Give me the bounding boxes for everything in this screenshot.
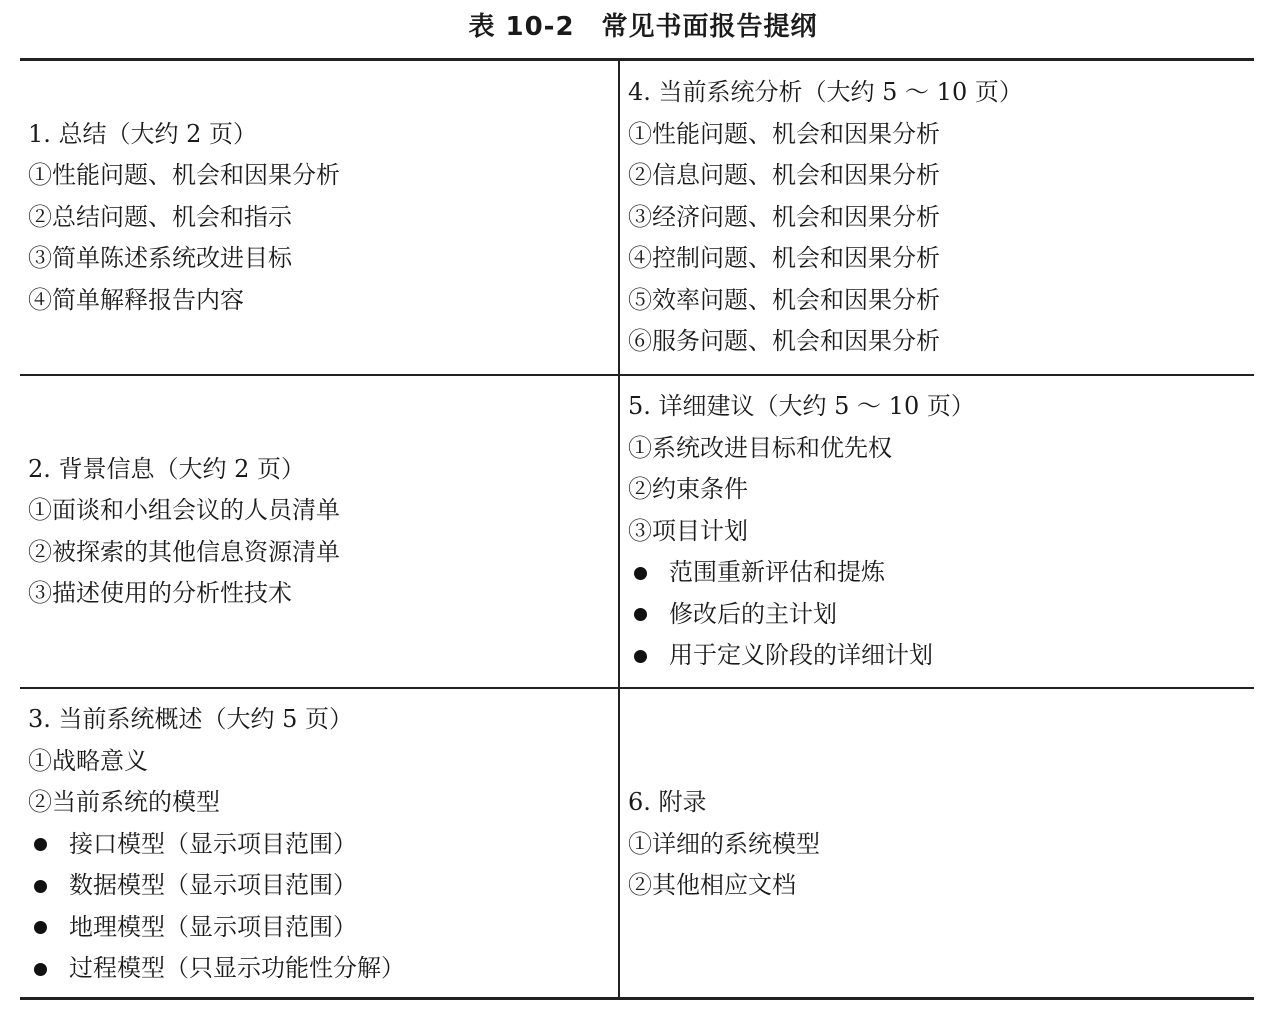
bullet-item [28, 948, 618, 990]
list-item: ④控制问题、机会和因果分析 [628, 244, 940, 273]
list-item: ①性能问题、机会和因果分析 [628, 119, 940, 148]
list-item: ②信息问题、机会和因果分析 [628, 161, 940, 190]
section-current-system-overview [20, 689, 618, 1000]
section-heading: 6. 附录 [628, 788, 707, 817]
list-item: ②被探索的其他信息资源清单 [28, 537, 340, 566]
bullet-item [28, 907, 618, 949]
section-current-system-analysis [620, 61, 1254, 374]
list-item: ⑥服务问题、机会和因果分析 [628, 327, 940, 356]
bullet-item [628, 635, 1254, 677]
section-appendix [620, 689, 1254, 1000]
list-item: ①面谈和小组会议的人员清单 [28, 496, 340, 524]
bullet-text: 数据模型（显示项目范围） [69, 871, 357, 900]
list-item: ③项目计划 [628, 516, 748, 545]
bullet-icon [34, 921, 47, 934]
list-item: ①性能问题、机会和因果分析 [28, 161, 340, 190]
section-heading: 5. 详细建议（大约 5 ～ 10 页） [628, 392, 975, 421]
list-item: ②其他相应文档 [628, 871, 796, 900]
list-item: ⑤效率问题、机会和因果分析 [628, 285, 940, 314]
table-title: 表 10-2 常见书面报告提纲 [468, 12, 818, 42]
bullet-item [628, 552, 1254, 594]
list-item: ②约束条件 [628, 475, 748, 504]
bullet-text: 用于定义阶段的详细计划 [669, 641, 933, 670]
list-item: ①系统改进目标和优先权 [628, 433, 892, 462]
bullet-text: 地理模型（显示项目范围） [69, 912, 357, 941]
bullet-item [28, 865, 618, 907]
list-item: ④简单解释报告内容 [28, 285, 244, 314]
report-outline-table [20, 58, 1254, 1000]
bullet-item [28, 824, 618, 866]
bullet-text: 接口模型（显示项目范围） [69, 829, 357, 858]
bullet-icon [634, 608, 647, 621]
section-heading: 4. 当前系统分析（大约 5 ～ 10 页） [628, 78, 1023, 107]
section-detailed-recommendations [620, 376, 1254, 687]
section-heading: 3. 当前系统概述（大约 5 页） [28, 705, 354, 734]
bullet-icon [34, 963, 47, 976]
bullet-icon [34, 838, 47, 851]
section-summary [20, 61, 618, 374]
list-item: ③描述使用的分析性技术 [28, 579, 292, 607]
list-item: ③经济问题、机会和因果分析 [628, 202, 940, 231]
bullet-text: 修改后的主计划 [669, 599, 837, 628]
list-item: ①详细的系统模型 [628, 829, 820, 858]
bullet-icon [34, 880, 47, 893]
section-background-info [20, 376, 618, 687]
section-heading: 2. 背景信息（大约 2 页） [28, 454, 306, 483]
list-item: ②当前系统的模型 [28, 788, 220, 817]
bullet-text: 范围重新评估和提炼 [669, 558, 885, 587]
list-item: ①战略意义 [28, 746, 148, 775]
section-heading: 1. 总结（大约 2 页） [28, 119, 258, 148]
bullet-text: 过程模型（只显示功能性分解） [69, 954, 405, 983]
list-item: ③简单陈述系统改进目标 [28, 244, 292, 273]
bullet-icon [634, 650, 647, 663]
bullet-item [628, 594, 1254, 636]
bullet-icon [634, 567, 647, 580]
list-item: ②总结问题、机会和指示 [28, 202, 292, 231]
